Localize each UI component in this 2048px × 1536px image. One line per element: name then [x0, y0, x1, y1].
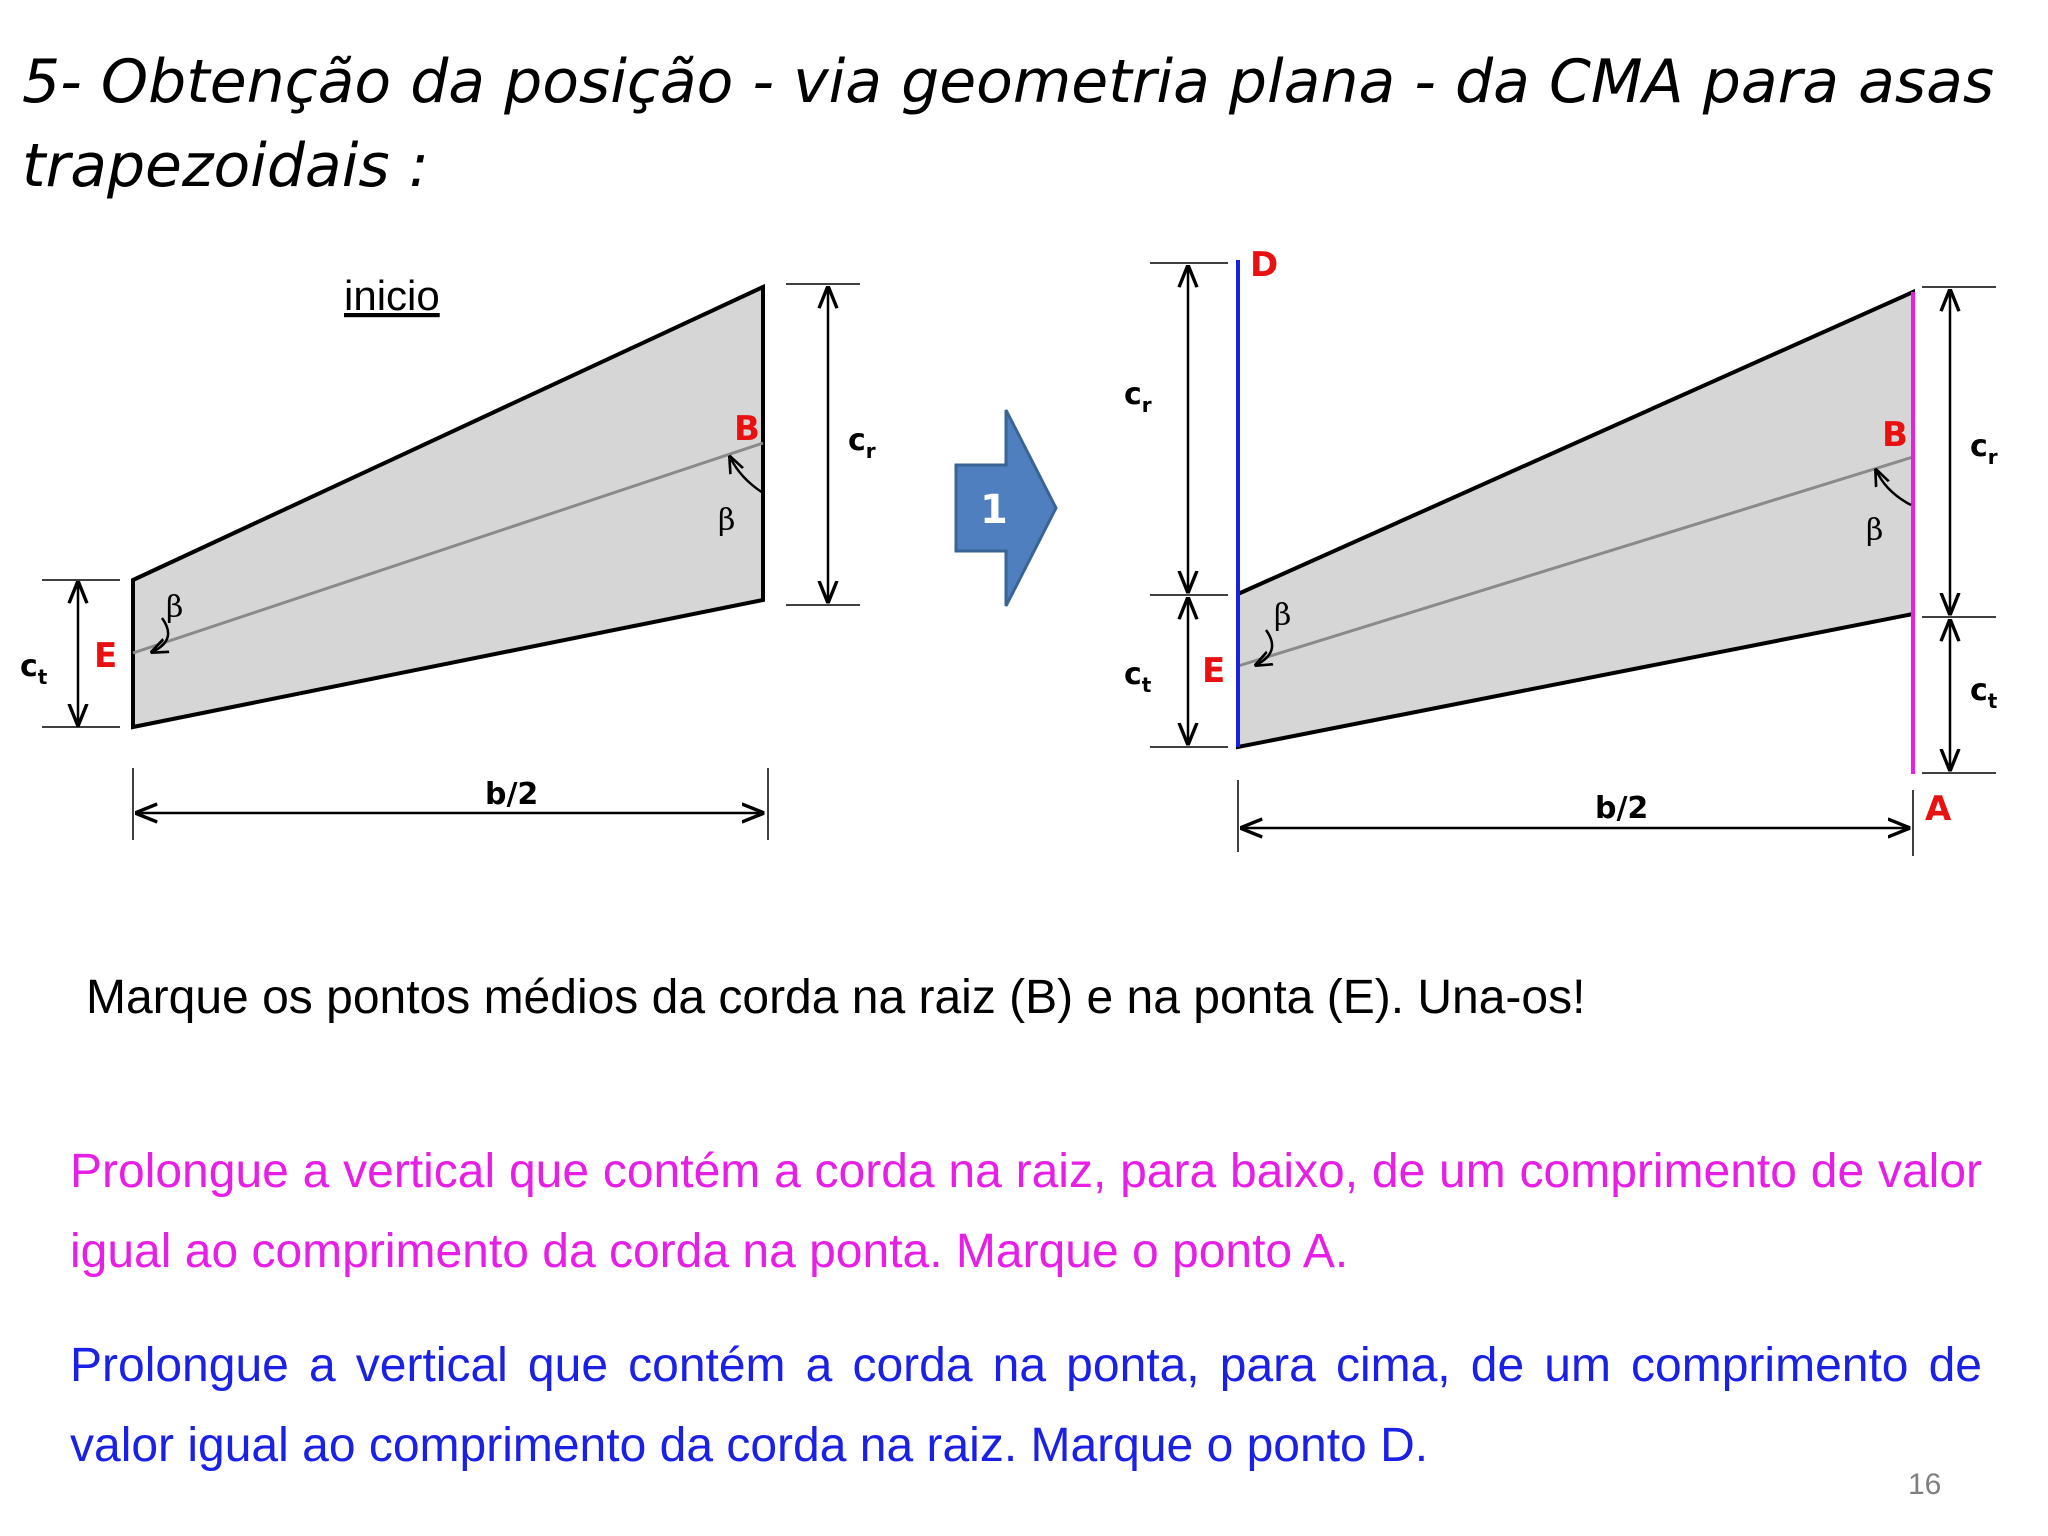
step-arrow: [956, 410, 1056, 606]
left-ct-label: $c_t$: [20, 649, 48, 689]
right-right-ct-label: $c_t$: [1970, 673, 1998, 713]
right-wing-shape: [1238, 292, 1913, 747]
right-point-B-label: B: [1882, 415, 1908, 455]
right-left-cr-label: $c_r$: [1124, 377, 1152, 417]
right-point-E-label: E: [1202, 651, 1226, 691]
right-left-ct-label: $c_t$: [1124, 657, 1152, 697]
instruction-midpoints: Marque os pontos médios da corda na raiz (B) e na ponta (E). Una-os!: [86, 971, 1586, 1024]
page-number: 16: [1908, 1468, 1942, 1501]
right-point-A-label: A: [1925, 789, 1952, 829]
left-wing-shape: [133, 287, 763, 727]
title-line-1: 5- Obtenção da posição - via geometria plana - da CMA para asas: [22, 47, 1995, 117]
right-right-cr-label: $c_r$: [1970, 429, 1998, 469]
inicio-caption: inicio: [344, 272, 440, 319]
right-wing-diagram: [1124, 245, 1998, 856]
title-line-2: trapezoidais :: [22, 131, 429, 201]
right-beta-tip-label: β: [1274, 598, 1292, 633]
right-beta-root-label: β: [1866, 513, 1884, 548]
instruction-point-A: Prolongue a vertical que contém a corda na raiz, para baixo, de um comprimento de valor igual ao comprimento da corda na ponta. Marque o ponto A.: [70, 1145, 1982, 1278]
left-cr-label: $c_r$: [848, 423, 876, 463]
right-point-D-label: D: [1250, 245, 1279, 285]
step-number: 1: [980, 487, 1008, 533]
right-span-label: b/2: [1595, 791, 1649, 826]
left-beta-tip-label: β: [166, 590, 184, 625]
left-span-label: b/2: [485, 777, 539, 812]
left-point-E-label: E: [94, 636, 118, 676]
instruction-point-D: Prolongue a vertical que contém a corda na ponta, para cima, de um comprimento de valor igual ao comprimento da corda na raiz. Marque o ponto D.: [70, 1339, 1982, 1472]
left-wing-diagram: [20, 272, 876, 840]
left-beta-root-label: β: [718, 503, 736, 538]
left-point-B-label: B: [734, 409, 760, 449]
